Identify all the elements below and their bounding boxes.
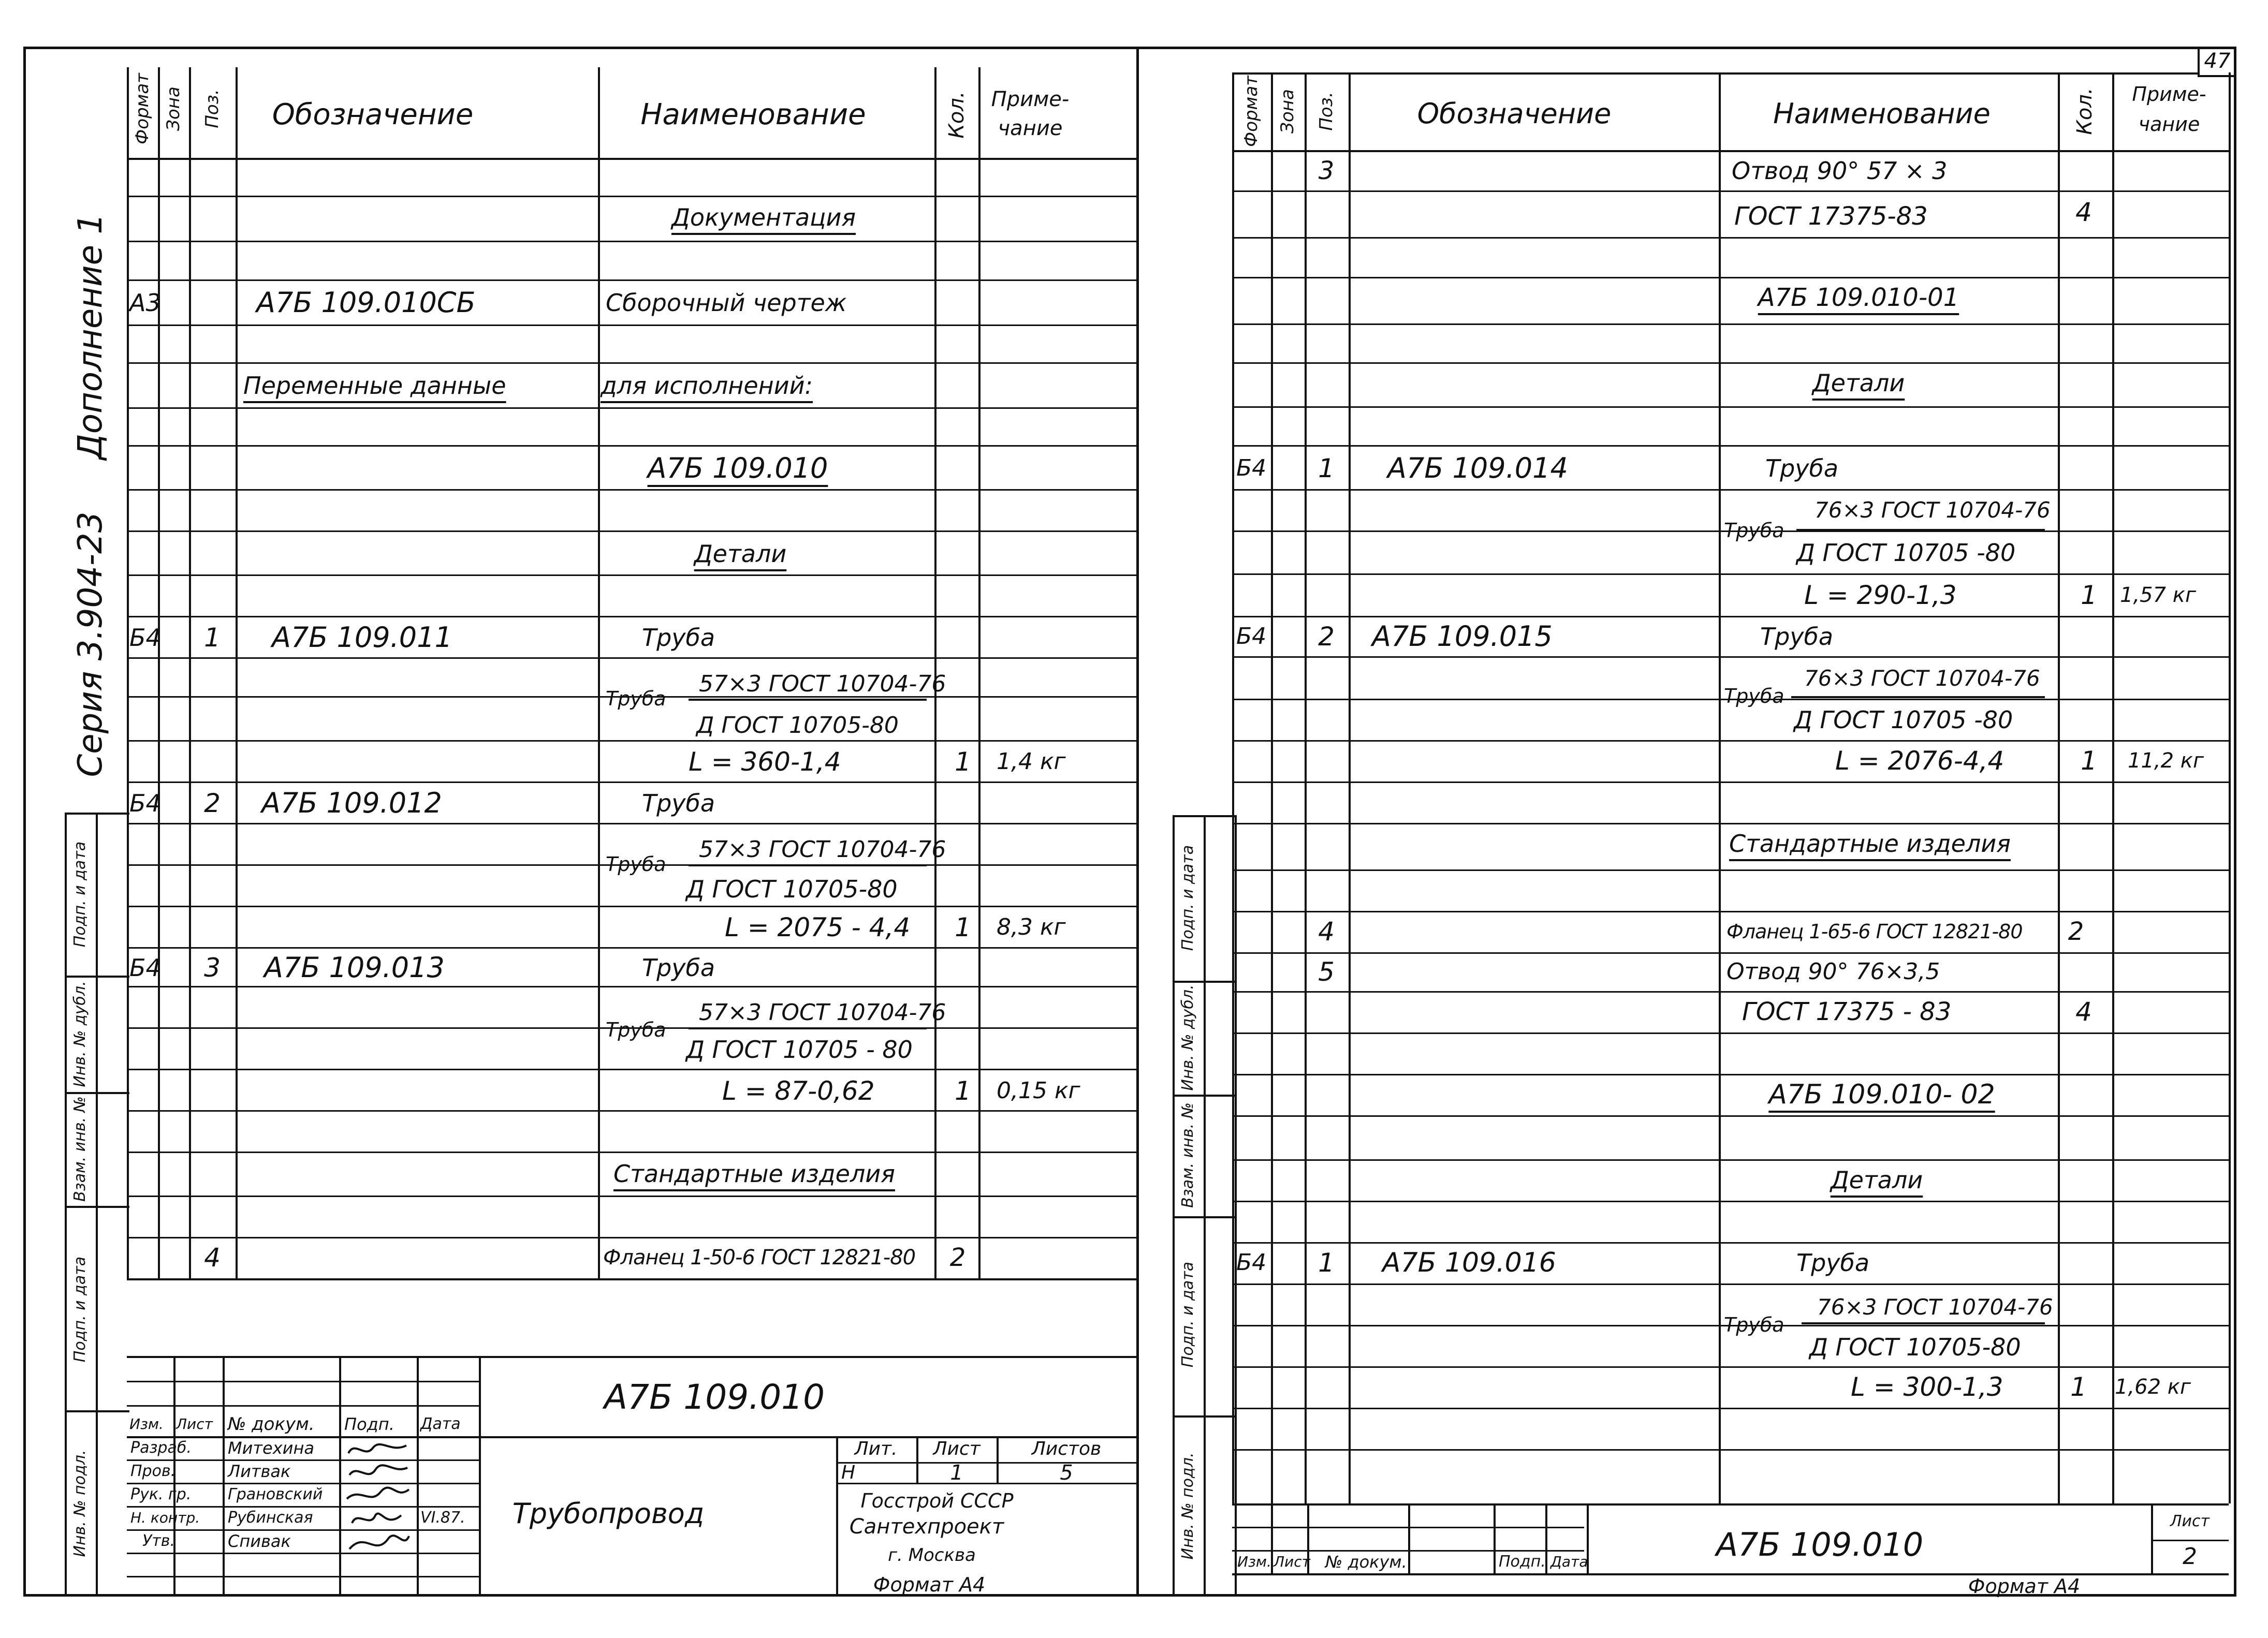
s2-stamp-label: Взам. инв. № [1179,1102,1197,1208]
s1-section-details: Детали [694,540,787,568]
s2-tb-code: А7Б 109.010 [1716,1526,1924,1563]
s2-q2-pipe-label: Труба [1724,685,1784,707]
s2-header-designation: Обозначение [1417,97,1612,130]
s2-q2-name: Труба [1760,623,1834,651]
s1-tb-row [127,1381,479,1382]
s1-col-line [236,67,238,1278]
s1-tb-row [127,1506,479,1508]
s1-section-standard: Стандартные изделия [613,1160,895,1188]
s1-p1-pipe-label: Труба [606,687,666,710]
s1-tb-org-3: г. Москва [888,1545,976,1566]
s2-header-format: Формат [1241,76,1262,147]
s2-row-line [1232,573,2229,575]
s2-col-line [1232,72,1234,1503]
s2-header-zone: Зона [1277,89,1298,134]
s2-row-line [1232,1283,2229,1285]
s1-col-line [189,67,191,1278]
s1-stamp-label: Взам. инв. № [71,1096,89,1202]
s2-q1-designation: А7Б 109.014 [1387,452,1568,484]
s1-row-line [127,986,1139,987]
s2-header-qty: Кол. [2073,87,2097,135]
s2-q2-designation: А7Б 109.015 [1372,620,1553,653]
s1-p2-qty: 1 [955,912,971,942]
s1-header-note-1: Приме- [991,87,1070,111]
s1-tb-code: А7Б 109.010 [604,1377,825,1417]
sheet-2-frame [1136,47,2236,1597]
s1-header-bottom [127,158,1139,160]
s2-stamp-col-line [1204,815,1206,1597]
s2-q6-qty: 1 [2070,1372,2087,1402]
s1-tb-org-1: Госстрой СССР [860,1489,1014,1512]
s2-tb-col [1408,1503,1410,1573]
s2-row-line [1232,1201,2229,1202]
s2-q4-pos: 4 [1318,917,1335,947]
s2-q2-pos: 2 [1318,622,1335,652]
s1-tb-col [997,1436,999,1483]
s1-header-note-2: чание [998,116,1063,140]
s2-stamp-label: Инв. № подл. [1179,1452,1197,1560]
s2-q6-pos: 1 [1318,1248,1335,1278]
s1-stamp-row-line [65,976,129,978]
s2-tb-col [1494,1503,1496,1573]
s1-tb-title: Трубопровод [512,1497,705,1530]
s2-q6-spec-denominator: Д ГОСТ 10705-80 [1809,1333,2021,1361]
signature-icon [344,1438,412,1572]
s2-row-line [1232,406,2229,408]
s2-tb-col-izm: Изм. [1237,1553,1271,1570]
s1-p4-name: Фланец 1-50-6 ГОСТ 12821-80 [603,1246,916,1270]
s2-q1-spec-denominator: Д ГОСТ 10705 -80 [1796,539,2016,567]
s1-side-series: Серия 3.904-23 [71,511,110,777]
s1-tb-col [417,1356,419,1597]
s1-a3-format: А3 [129,289,161,317]
s1-tb-row [127,1405,479,1407]
s2-q1-qty: 1 [2081,580,2097,610]
s1-p1-spec-denominator: Д ГОСТ 10705-80 [696,712,899,739]
s1-tb-lit: Н [841,1462,856,1483]
s1-tb-sheet-header: Лист [933,1438,981,1459]
s2-row-line [1232,1074,2229,1075]
s1-row-line [127,445,1139,447]
s2-col-line [1271,72,1273,1503]
s1-tb-person: Грановский [228,1485,323,1503]
s1-p3-format: Б4 [129,954,161,982]
s1-tb-sheets-header: Листов [1031,1438,1102,1459]
s2-row-line [1232,952,2229,954]
s1-header-format: Формат [132,73,153,144]
s2-row-line [1232,1366,2229,1368]
s1-tb-sheets: 5 [1060,1461,1073,1485]
s1-tb-row [127,1483,479,1484]
s1-row-line [127,1069,1139,1070]
s2-tb-sheet: 2 [2183,1543,2197,1570]
s1-p3-length: L = 87-0,62 [722,1076,875,1106]
s1-row-line [127,740,1139,742]
s2-q1-length: L = 290-1,3 [1804,580,1957,610]
s2-col-line [1719,72,1721,1503]
s1-col-line [598,67,600,1278]
s2-header-note-2: чание [2138,113,2200,136]
s2-tb-col-sign: Подп. [1499,1553,1546,1571]
s1-side-addition: Дополнение 1 [71,213,110,460]
s1-p3-name: Труба [642,954,715,982]
s2-variant-02: А7Б 109.010- 02 [1768,1079,1995,1110]
s1-row-line [127,1196,1139,1197]
s2-q1-fraction-line [1796,529,2045,531]
s2-tb-top [1232,1503,2229,1506]
s1-tb-lit-header: Лит. [854,1438,898,1459]
s1-p1-length: L = 360-1,4 [689,747,841,777]
s2-q6-format: Б4 [1236,1249,1267,1276]
s2-q1-pipe-label: Труба [1724,519,1784,542]
s1-tb-col-izm: Изм. [129,1415,164,1433]
s1-stamp-label: Подп. и дата [71,1256,89,1363]
s2-row-line [1232,1115,2229,1117]
s1-stamp-col-line [65,813,67,1597]
s2-row-line [1232,1449,2229,1451]
s1-p2-designation: А7Б 109.012 [261,787,442,819]
s1-header-designation: Обозначение [272,98,474,131]
s2-q6-fraction-line [1802,1322,2045,1324]
s1-row-line [127,1110,1139,1112]
s1-variant-code: А7Б 109.010 [647,452,828,484]
s2-row-line [1232,1159,2229,1161]
s1-p2-name: Труба [642,789,715,817]
s2-q2-fraction-line [1791,696,2045,698]
s1-variable-data-2: для исполнений: [601,372,813,400]
s2-r3-qty: 4 [2075,197,2092,227]
s1-p2-format: Б4 [129,789,161,817]
s2-stamp-row-line [1173,1095,1235,1097]
s1-tb-col-date: Дата [420,1415,461,1433]
s2-q6-mass: 1,62 кг [2115,1375,2191,1399]
s1-tb-sheet: 1 [950,1461,963,1485]
s2-tb-col [2151,1503,2153,1573]
s2-row-line [1232,277,2229,278]
s1-header-zone: Зона [163,86,184,131]
s2-q2-format: Б4 [1236,623,1267,650]
s1-p2-pipe-label: Труба [606,853,666,876]
s1-row-line [127,574,1139,576]
s1-p3-mass: 0,15 кг [997,1078,1080,1104]
s1-p4-qty: 2 [949,1243,966,1272]
s1-header-name: Наименование [640,98,866,131]
s2-row-line [1232,991,2229,993]
s1-row-line [127,489,1139,491]
s1-stamp-row-line [65,813,129,815]
s2-q4-name: Фланец 1-65-6 ГОСТ 12821-80 [1726,920,2023,943]
s1-tb-role: Н. контр. [130,1509,200,1526]
s1-tb-row [127,1459,479,1461]
s2-q2-qty: 1 [2081,746,2097,776]
s1-tb-top [127,1356,1139,1358]
s1-tb-row [127,1576,479,1577]
s2-col-line [1349,72,1351,1503]
s1-tb-person: Рубинская [228,1509,313,1527]
s2-stamp-row-line [1173,981,1235,983]
s2-row-line [1232,1242,2229,1244]
s2-q2-spec-numerator: 76×3 ГОСТ 10704-76 [1804,666,2040,691]
s2-header-bottom [1232,150,2229,152]
s2-stamp-col-line [1235,815,1237,1597]
s1-p1-qty: 1 [955,747,971,777]
s2-stamp-row-line [1173,1415,1235,1418]
s2-q1-format: Б4 [1236,455,1267,481]
s2-row-line [1232,616,2229,617]
s2-q2-spec-denominator: Д ГОСТ 10705 -80 [1794,706,2013,734]
s2-r3-name: Отвод 90° 57 × 3 [1732,157,1948,185]
s2-row-line [1232,823,2229,824]
s1-tb-date: VI.87. [420,1509,465,1527]
s1-stamp-row-line [65,1410,129,1412]
s1-stamp-row-line [65,1092,129,1094]
s1-row-line [127,781,1139,783]
s2-r3-gost: ГОСТ 17375-83 [1734,202,1928,231]
s1-row-line [127,241,1139,242]
s2-q6-name: Труба [1796,1249,1870,1277]
s2-row-line [1232,323,2229,325]
s1-p1-spec-numerator: 57×3 ГОСТ 10704-76 [699,671,946,697]
s2-col-line [2058,72,2060,1503]
s1-tb-person: Литвак [228,1462,291,1481]
s1-row-line [127,657,1139,659]
s2-q6-spec-numerator: 76×3 ГОСТ 10704-76 [1817,1294,2053,1320]
s2-tb-sheet-header: Лист [2170,1512,2210,1530]
s1-section-documentation: Документация [671,203,856,231]
s1-header-pos: Поз. [202,89,223,128]
s1-tb-col [339,1356,341,1597]
s2-col-line [1305,72,1307,1503]
s1-variable-data-1: Переменные данные [243,372,506,400]
s1-tb-person: Спивак [228,1531,291,1551]
s2-tb-col-date: Дата [1550,1553,1588,1570]
s1-table-bottom [127,1278,1139,1280]
s2-row-line [1232,781,2229,783]
s2-variant-01: А7Б 109.010-01 [1758,283,1959,312]
s1-row-line [127,823,1139,824]
s1-p1-fraction-line [689,699,927,701]
s1-tb-col-doc: № докум. [228,1414,315,1435]
s2-header-pos: Поз. [1316,92,1337,131]
s1-p1-designation: А7Б 109.011 [272,621,452,654]
s2-row-line [1232,656,2229,658]
s2-q1-name: Труба [1765,454,1839,482]
s2-section-details-1: Детали [1812,369,1905,397]
s2-stamp-row-line [1173,815,1235,817]
s2-col-line [2112,72,2114,1503]
s1-p1-mass: 1,4 кг [997,748,1066,775]
s1-stamp-label: Инв. № подл. [71,1450,89,1557]
s2-q4-qty: 2 [2068,917,2084,946]
s2-q2-length: L = 2076-4,4 [1835,746,2004,776]
s2-header-top [1232,72,2198,75]
s2-page-corner: 47 [2204,49,2231,73]
s2-q5-qty: 4 [2075,997,2092,1027]
s2-stamp-label: Подп. и дата [1179,845,1197,951]
s1-p2-spec-denominator: Д ГОСТ 10705-80 [686,875,898,903]
s2-row-line [1232,445,2229,447]
s1-p4-pos: 4 [204,1243,221,1273]
s1-tb-col [479,1356,481,1597]
s1-p2-fraction-line [689,864,927,866]
s1-tb-role: Утв. [142,1532,175,1550]
s1-p3-spec-denominator: Д ГОСТ 10705 - 80 [686,1036,913,1064]
s1-col-line [978,67,981,1278]
s1-tb-col [916,1436,918,1483]
s1-p2-pos: 2 [204,788,221,818]
s1-row-line [127,324,1139,326]
s1-p2-mass: 8,3 кг [997,914,1066,940]
s2-section-standard: Стандартные изделия [1729,830,2011,858]
s1-header-qty: Кол. [945,91,969,139]
s2-row-line [1232,190,2229,192]
s1-a3-name: Сборочный чертеж [606,289,847,317]
s2-q1-spec-numerator: 76×3 ГОСТ 10704-76 [1815,497,2051,523]
s1-tb-row [127,1529,479,1531]
s2-q5-pos: 5 [1318,957,1335,987]
s2-stamp-col-line [1173,815,1175,1597]
s2-section-details-2: Детали [1830,1166,1923,1194]
s1-row-line [127,530,1139,532]
s1-row-line [127,616,1139,617]
s1-tb-col [223,1356,225,1597]
s2-tb-col-doc: № докум. [1325,1552,1407,1572]
s2-q5-gost: ГОСТ 17375 - 83 [1742,997,1952,1026]
s1-p2-spec-numerator: 57×3 ГОСТ 10704-76 [699,836,946,863]
s1-tb-role: Пров. [130,1462,176,1480]
s2-q5-name: Отвод 90° 76×3,5 [1726,958,1940,985]
s1-p1-name: Труба [642,624,715,652]
s1-stamp-row-line [65,1206,129,1208]
s2-stamp-label: Подп. и дата [1179,1261,1197,1368]
s1-row-line [127,196,1139,197]
s2-q6-pipe-label: Труба [1724,1314,1784,1336]
s1-p3-pos: 3 [204,953,221,983]
s1-stamp-label: Подп. и дата [71,841,89,948]
s1-p1-format: Б4 [129,624,161,652]
s1-p1-pos: 1 [204,623,221,653]
s1-p3-spec-numerator: 57×3 ГОСТ 10704-76 [699,999,946,1026]
s2-q1-pos: 1 [1318,453,1335,483]
s2-q1-mass: 1,57 кг [2120,583,2196,607]
s2-row-line [1232,237,2229,239]
s1-row-line [127,407,1139,409]
s2-tb-row [2151,1540,2229,1541]
s2-q6-length: L = 300-1,3 [1851,1372,2003,1402]
s1-p3-fraction-line [689,1027,927,1029]
s1-p2-length: L = 2075 - 4,4 [725,912,911,942]
s1-stamp-label: Инв. № дубл. [71,981,89,1087]
s1-col-line [127,67,129,1278]
s1-p3-pipe-label: Труба [606,1019,666,1041]
s2-q6-designation: А7Б 109.016 [1382,1247,1556,1278]
s1-stamp-col-line [96,813,98,1597]
s1-tb-col [836,1436,838,1597]
s2-col-line [2229,72,2231,1503]
s1-row-line [127,947,1139,949]
s2-row-line [1232,740,2229,742]
s2-header-name: Наименование [1773,97,1991,130]
s2-corner-line [2198,47,2200,75]
s2-q2-mass: 11,2 кг [2128,749,2204,773]
s1-tb-col-sign: Подп. [344,1414,394,1434]
s1-format-label: Формат А4 [873,1573,986,1596]
s1-row-line [127,1237,1139,1238]
s1-tb-row [127,1553,479,1554]
s2-row-line [1232,1408,2229,1409]
s1-tb-person: Митехина [228,1438,314,1458]
s1-col-line [158,67,160,1278]
s2-r3-pos: 3 [1318,156,1335,185]
s2-header-note-1: Приме- [2132,83,2206,106]
s2-row-line [1232,1032,2229,1034]
s2-row-line [1232,489,2229,491]
s1-tb-role: Разраб. [130,1439,192,1457]
s1-a3-designation: А7Б 109.010СБ [256,286,476,319]
s1-row-line [127,906,1139,907]
s1-row-line [127,362,1139,364]
s1-tb-org-2: Сантехпроект [849,1515,1004,1539]
s1-tb-col-list: Лист [176,1415,213,1433]
s1-p3-designation: А7Б 109.013 [264,951,445,984]
s2-row-line [1232,911,2229,912]
s1-row-line [127,279,1139,281]
s2-stamp-label: Инв. № дубл. [1179,984,1197,1091]
s1-tb-row [836,1483,1139,1484]
s2-row-line [1232,362,2229,364]
s2-stamp-row-line [1173,1216,1235,1218]
s1-row-line [127,1152,1139,1153]
s2-format-label: Формат А4 [1968,1575,2081,1598]
s1-p3-qty: 1 [955,1076,971,1106]
s2-row-line [1232,869,2229,871]
s2-tb-col-list: Лист [1274,1553,1310,1570]
s1-tb-role: Рук. гр. [130,1485,192,1503]
s1-tb-row [836,1462,1139,1464]
